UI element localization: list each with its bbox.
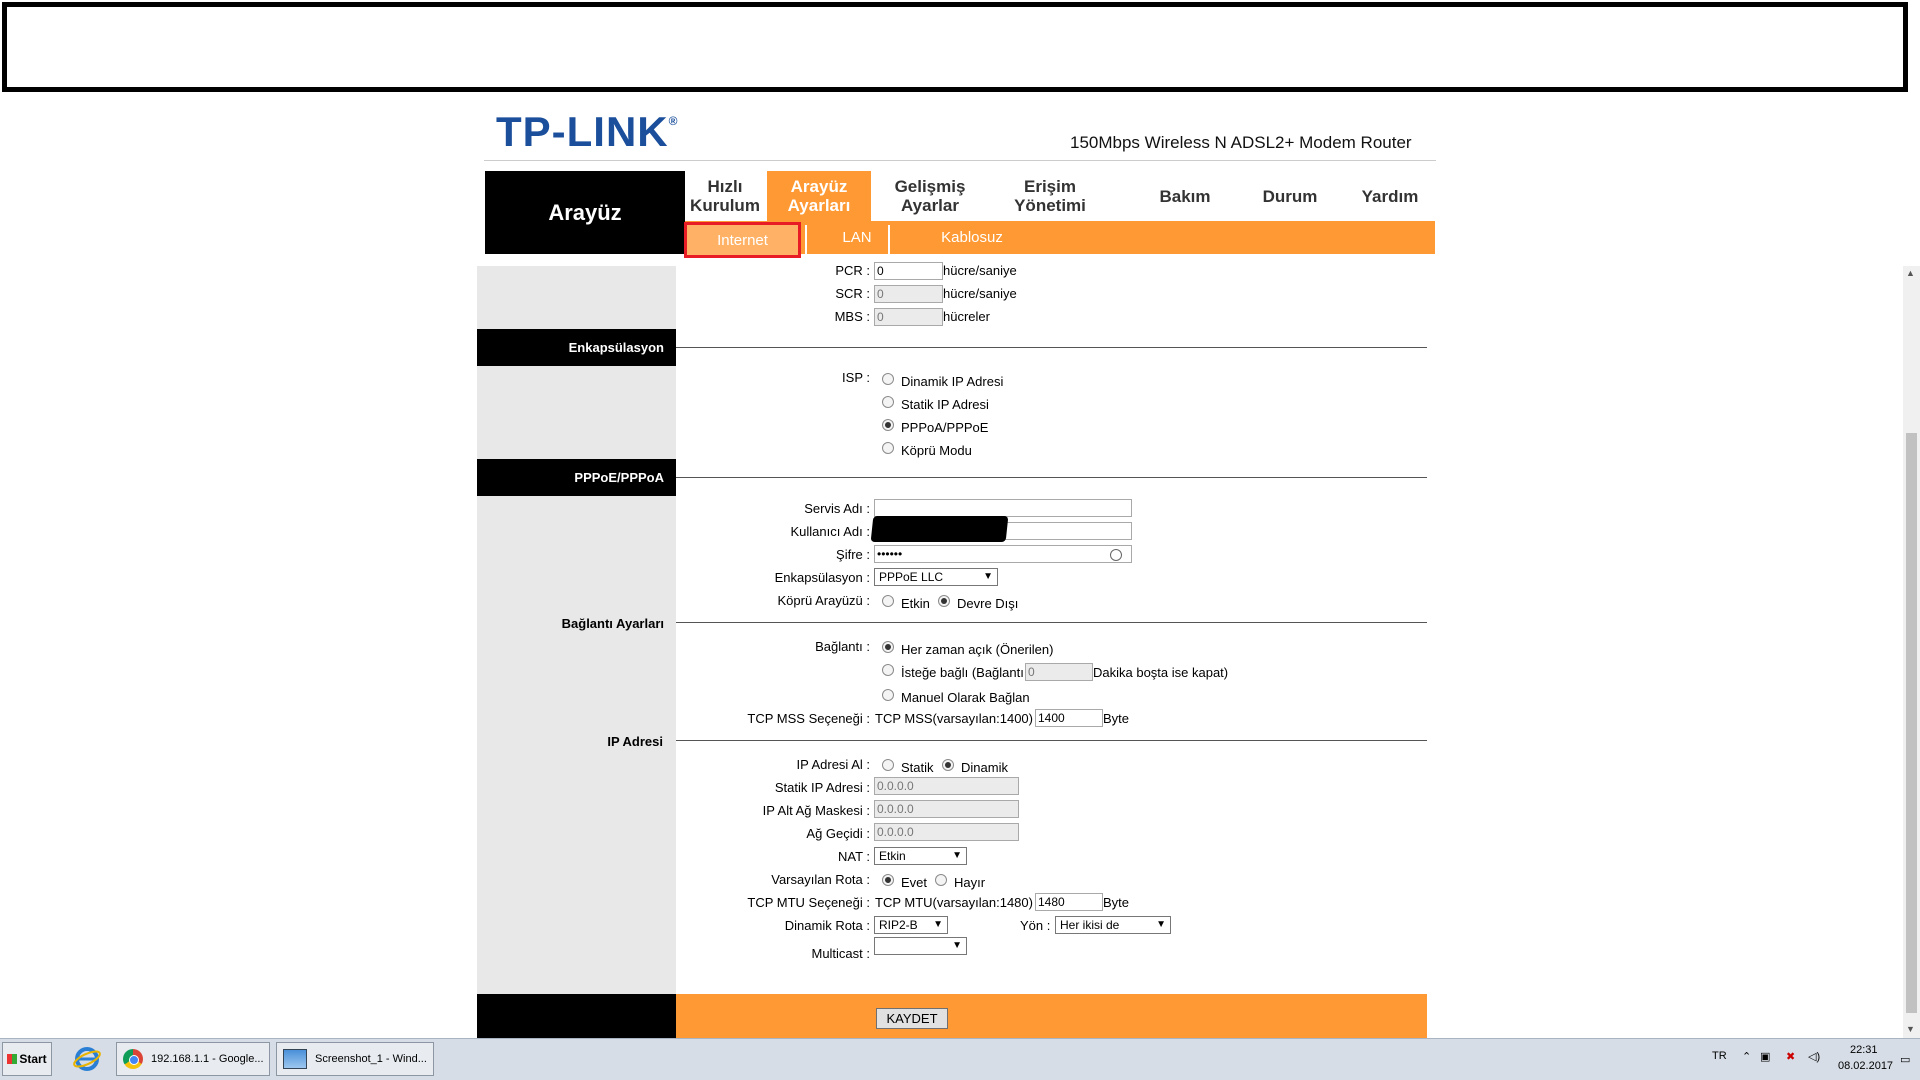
tcp-mtu-text: TCP MTU(varsayılan:1480) [875,895,1033,910]
isp-pppoe-radio[interactable] [882,419,894,431]
isp-pppoe-label: PPPoA/PPPoE [901,420,989,435]
dynamic-route-label: Dinamik Rota : [784,918,870,933]
redacted-username [871,516,1009,542]
connection-label: Bağlantı : [815,639,870,654]
direction-label: Yön : [1020,918,1051,933]
mbs-unit: hücreler [943,309,990,324]
password-input[interactable] [874,545,1132,563]
scr-label: SCR : [835,286,870,301]
bridge-disabled-label: Devre Dışı [957,596,1019,611]
bridge-enabled-label: Etkin [901,596,930,611]
direction-select[interactable]: Her ikisi de ▼ [1055,916,1171,934]
get-ip-static-label: Statik [901,760,934,775]
bridge-enabled-radio[interactable] [882,595,894,607]
username-label: Kullanıcı Adı : [790,524,870,539]
subnav-wireless[interactable]: Kablosuz [941,229,1003,246]
get-ip-dynamic-radio[interactable] [942,759,954,771]
windows-icon [7,1054,17,1064]
scr-unit: hücre/saniye [943,286,1017,301]
subnav-separator [888,225,890,254]
clock-time[interactable]: 22:31 [1850,1044,1878,1056]
footer-bar [676,994,1427,1038]
tcp-mss-text: TCP MSS(varsayılan:1400) [875,711,1033,726]
section-divider [676,347,1427,348]
isp-bridge-radio[interactable] [882,442,894,454]
clock-date[interactable]: 08.02.2017 [1838,1060,1894,1072]
tcp-mss-unit: Byte [1103,711,1130,726]
password-label: Şifre : [836,547,870,562]
header-divider [484,160,1436,161]
scroll-up-icon[interactable]: ▲ [1906,268,1915,278]
section-encapsulation: Enkapsülasyon [477,329,676,366]
gateway-input[interactable] [874,823,1019,841]
sub-nav [685,221,1435,254]
encapsulation-select[interactable]: PPPoE LLC ▼ [874,568,998,586]
default-route-no-label: Hayır [954,875,986,890]
tp-link-logo: TP-LINK® [496,108,679,155]
image-viewer-icon [283,1049,307,1069]
top-frame [2,2,1908,92]
static-ip-input[interactable] [874,777,1019,795]
section-divider [676,477,1427,478]
network-icon[interactable]: ▣ [1760,1051,1771,1063]
dynamic-route-select[interactable]: RIP2-B ▼ [874,916,948,934]
connection-demand-suffix: Dakika boşta ise kapat) [1093,665,1229,680]
bridge-interface-label: Köprü Arayüzü : [777,593,870,608]
nav-advanced-settings[interactable]: Gelişmiş Ayarlar [894,177,966,215]
main-nav [685,171,1435,221]
show-desktop-icon[interactable]: ▭ [1900,1054,1911,1066]
isp-dynamic-label: Dinamik IP Adresi [901,374,1004,389]
chevron-down-icon: ▼ [983,571,993,582]
tcp-mtu-unit: Byte [1103,895,1130,910]
chevron-down-icon: ▼ [933,919,943,930]
isp-static-radio[interactable] [882,396,894,408]
multicast-select[interactable] [874,937,967,955]
product-name: 150Mbps Wireless N ADSL2+ Modem Router [1070,133,1412,152]
chevron-down-icon: ▼ [1156,919,1166,930]
default-route-no-radio[interactable] [935,874,947,886]
pcr-label: PCR : [835,263,870,278]
nav-access-management[interactable]: Erişim Yönetimi [1014,177,1086,215]
footer-left [477,994,676,1038]
nat-label: NAT : [837,849,870,864]
get-ip-label: IP Adresi Al : [796,757,870,772]
scrollbar-thumb[interactable] [1906,433,1917,1013]
encapsulation-label: Enkapsülasyon : [774,570,870,585]
subnet-mask-label: IP Alt Ağ Maskesi : [762,803,870,818]
tcp-mtu-label: TCP MTU Seçeneği : [747,895,870,910]
section-ip-address: IP Adresi [607,734,663,749]
chevron-up-icon[interactable]: ⌃ [1742,1051,1752,1063]
section-divider [676,622,1427,623]
pcr-input[interactable] [874,262,943,280]
bridge-disabled-radio[interactable] [938,595,950,607]
service-name-label: Servis Adı : [804,501,870,516]
isp-static-label: Statik IP Adresi [901,397,989,412]
start-button[interactable]: Start [2,1042,52,1076]
default-route-label: Varsayılan Rota : [771,872,870,887]
nav-maintenance[interactable]: Bakım [1159,186,1211,206]
volume-icon[interactable]: ◁) [1808,1051,1821,1063]
tcp-mss-input[interactable] [1035,709,1103,727]
connection-demand-label: İsteğe bağlı (Bağlantı [901,665,1024,680]
get-ip-dynamic-label: Dinamik [961,760,1008,775]
nav-interface-settings[interactable]: Arayüz Ayarları [767,171,871,221]
scr-input[interactable] [874,285,943,303]
reveal-password-icon[interactable] [1110,549,1122,561]
mbs-label: MBS : [834,309,870,324]
default-route-yes-radio[interactable] [882,874,894,886]
nav-help[interactable]: Yardım [1361,186,1419,206]
save-button[interactable]: KAYDET [876,1008,948,1029]
section-pppoe: PPPoE/PPPoA [477,459,676,496]
nav-section-title: Arayüz [485,171,685,254]
static-ip-label: Statik IP Adresi : [774,780,870,795]
connection-manual-radio[interactable] [882,689,894,701]
connection-always-radio[interactable] [882,641,894,653]
isp-bridge-label: Köprü Modu [901,443,972,458]
connection-demand-radio[interactable] [882,664,894,676]
nav-quick-setup[interactable]: Hızlı Kurulum [690,177,760,215]
subnav-internet[interactable]: Internet [684,222,801,258]
isp-dynamic-radio[interactable] [882,373,894,385]
tcp-mtu-input[interactable] [1035,893,1103,911]
nav-status[interactable]: Durum [1262,186,1318,206]
left-column [477,266,676,1038]
section-divider [676,740,1427,741]
gateway-label: Ağ Geçidi : [806,826,870,841]
isp-label: ISP : [842,370,870,385]
multicast-label: Multicast : [811,946,870,961]
connection-always-label: Her zaman açık (Önerilen) [901,642,1054,657]
idle-timeout-input[interactable] [1025,663,1093,681]
mbs-input[interactable] [874,308,943,326]
chrome-icon [123,1049,143,1069]
tcp-mss-label: TCP MSS Seçeneği : [747,711,870,726]
chevron-down-icon: ▼ [952,940,962,951]
service-name-input[interactable] [874,499,1132,517]
nat-select[interactable]: Etkin ▼ [874,847,967,865]
security-alert-icon[interactable]: ✖ [1786,1051,1796,1063]
taskbar-chrome[interactable]: 192.168.1.1 - Google... [116,1042,270,1076]
default-route-yes-label: Evet [901,875,928,890]
subnet-mask-input[interactable] [874,800,1019,818]
scroll-down-icon[interactable]: ▼ [1906,1024,1915,1034]
language-indicator[interactable]: TR [1712,1050,1727,1062]
taskbar-paint[interactable]: Screenshot_1 - Wind... [276,1042,434,1076]
internet-explorer-icon[interactable] [71,1044,103,1074]
section-connection: Bağlantı Ayarları [561,616,664,631]
get-ip-static-radio[interactable] [882,759,894,771]
subnav-lan[interactable]: LAN [842,229,872,246]
chevron-down-icon: ▼ [952,850,962,861]
connection-manual-label: Manuel Olarak Bağlan [901,690,1030,705]
pcr-unit: hücre/saniye [943,263,1017,278]
